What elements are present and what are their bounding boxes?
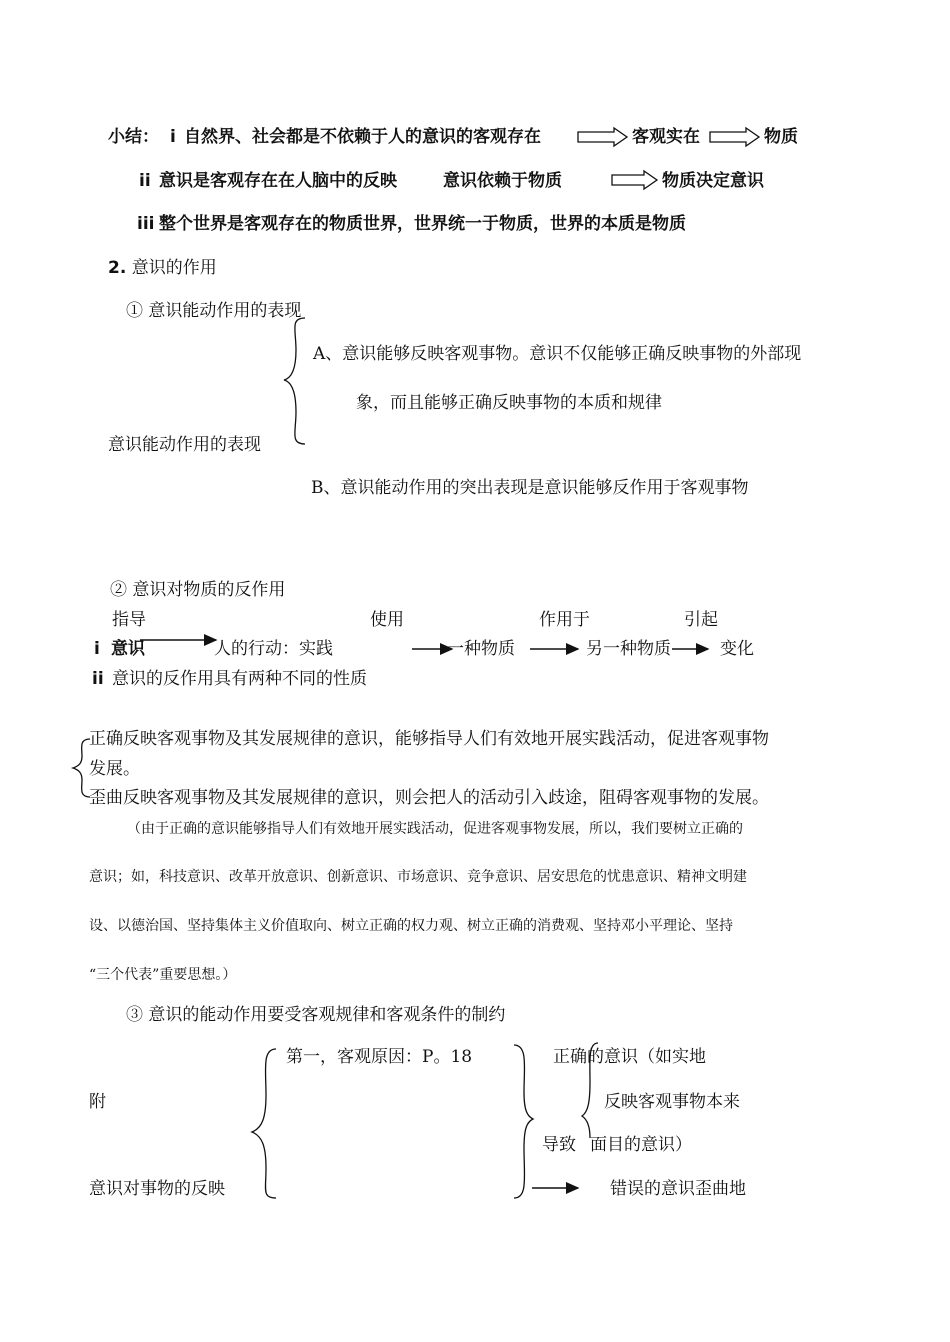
chain-node-matter1: 一种物质 — [447, 639, 515, 659]
ii-text: 意识的反作用具有两种不同的性质 — [112, 669, 367, 689]
a-line1: A、意识能够反映客观事物。意识不仅能够正确反映事物的外部现 — [313, 344, 802, 364]
summary-line3-text: 整个世界是客观存在的物质世界，世界统一于物质，世界的本质是物质 — [159, 214, 686, 234]
summary-line2-text: 意识是客观存在在人脑中的反映 — [159, 171, 397, 191]
side-label: 意识能动作用的表现 — [108, 435, 261, 455]
b-line: B、意识能动作用的突出表现是意识能够反作用于客观事物 — [311, 478, 749, 498]
note-line3: 设、以德治国、坚持集体主义价值取向、树立正确的权力观、树立正确的消费观、坚持邓小平理论、坚持 — [89, 918, 733, 934]
chain-node-change: 变化 — [720, 639, 754, 659]
label-act: 作用于 — [539, 610, 590, 630]
chain-num: i — [94, 639, 100, 659]
note-line4: “三个代表”重要思想。） — [89, 967, 237, 983]
correct-line1: 正确反映客观事物及其发展规律的意识，能够指导人们有效地开展实践活动，促进客观事物 — [89, 729, 769, 749]
summary-line1-end: 物质 — [764, 127, 798, 147]
subsection1-heading: ① 意识能动作用的表现 — [126, 301, 302, 321]
double-arrow-icon — [612, 171, 657, 189]
note-line1: （由于正确的意识能够指导人们有效地开展实践活动，促进客观事物发展，所以，我们要树立正确的 — [127, 821, 743, 837]
left-brace-icon — [284, 318, 305, 444]
note-line2: 意识；如，科技意识、改革开放意识、创新意识、市场意识、竞争意识、居安思危的忧患意识、精神文明建 — [89, 869, 747, 885]
summary-line1-text: 自然界、社会都是不依赖于人的意识的客观存在 — [184, 127, 541, 147]
summary-line1-mid: 客观实在 — [632, 127, 700, 147]
section-number: 2. — [108, 258, 127, 278]
wrong-line: 歪曲反映客观事物及其发展规律的意识，则会把人的活动引入歧途，阻碍客观事物的发展。 — [89, 788, 769, 808]
label-use: 使用 — [370, 610, 404, 630]
chain-node-practice: 人的行动：实践 — [214, 639, 333, 659]
result-correct1: 正确的意识（如实地 — [553, 1047, 706, 1067]
a-line2: 象，而且能够正确反映事物的本质和规律 — [356, 393, 662, 413]
double-arrow-icon — [710, 128, 759, 146]
first-reason: 第一，客观原因：P。18 — [286, 1047, 473, 1067]
result-correct2: 反映客观事物本来 — [604, 1092, 740, 1112]
label-guide: 指导 — [112, 610, 146, 630]
correct-line2: 发展。 — [89, 759, 140, 779]
double-arrow-icon — [578, 128, 627, 146]
summary-line2-end: 物质决定意识 — [662, 171, 764, 191]
reflection-label: 意识对事物的反映 — [89, 1179, 225, 1199]
ii-num: ii — [92, 669, 104, 689]
section-heading — [108, 257, 217, 279]
subsection2-heading: ② 意识对物质的反作用 — [110, 580, 286, 600]
summary-line2-mid: 意识依赖于物质 — [443, 171, 562, 191]
lead-label: 导致 — [542, 1135, 576, 1155]
summary-line1-num: i — [170, 127, 176, 147]
left-brace-icon — [252, 1049, 276, 1198]
appendix-label: 附 — [89, 1092, 106, 1112]
section-title: 意识的作用 — [131, 258, 217, 278]
chain-node-matter2: 另一种物质 — [586, 639, 671, 659]
left-brace-icon — [73, 739, 90, 797]
summary-line3-num: iii — [137, 214, 155, 234]
subsection3-heading: ③ 意识的能动作用要受客观规律和客观条件的制约 — [126, 1005, 506, 1025]
chain-node-consciousness: 意识 — [111, 639, 145, 659]
result-correct3: 面目的意识） — [590, 1135, 692, 1155]
result-wrong: 错误的意识歪曲地 — [610, 1179, 746, 1199]
label-cause: 引起 — [684, 610, 718, 630]
summary-line2-num: ii — [139, 171, 151, 191]
right-brace-icon — [514, 1045, 533, 1198]
summary-label: 小结： — [108, 127, 159, 147]
